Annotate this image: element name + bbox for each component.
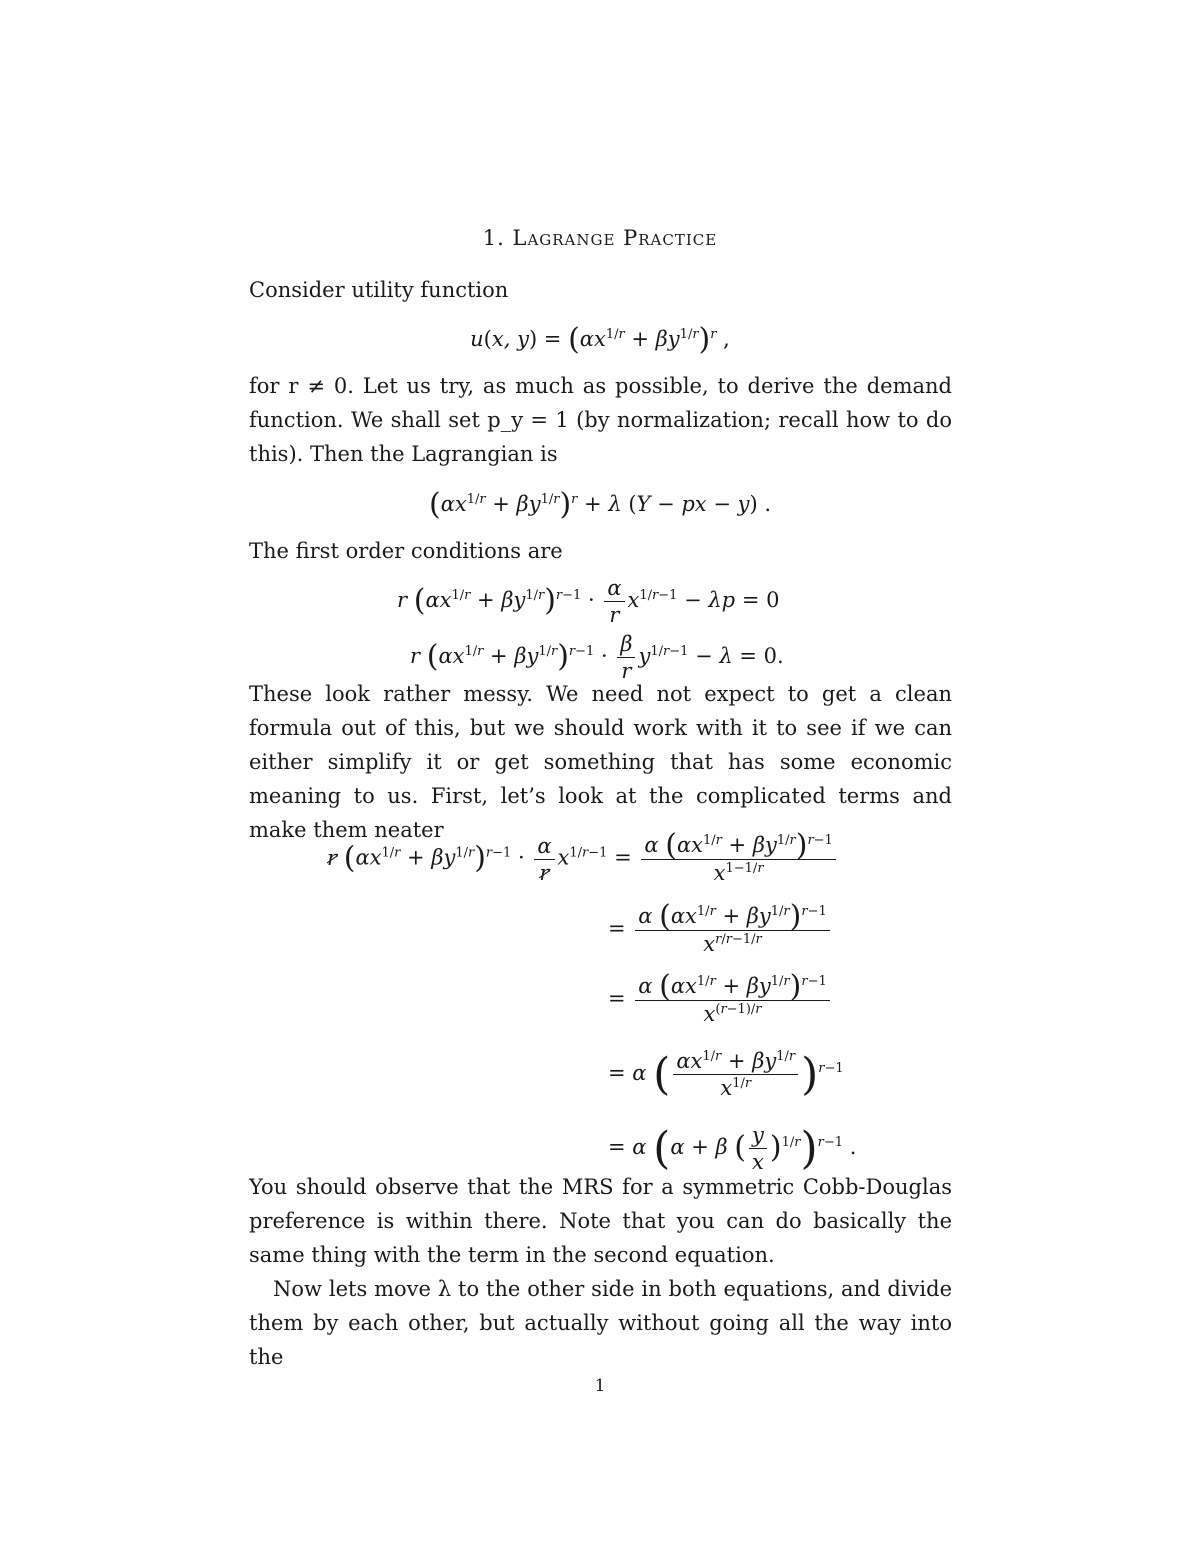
paragraph-intro: Consider utility function (249, 278, 509, 302)
derivation-step-4: = α ( $\frac{\alpha x^{1/r} + \beta y^{1/r}}{x^{1/r}}$ )$^{r-1}$ (608, 1049, 844, 1100)
derivation-step-1: r $(\alpha x^{1/r} + \beta y^{1/r})^{r-1}$ · $\frac{\alpha}{r}$ $x^{1/r-1}$ = $\frac{\alpha (\alpha x^{1/r} + \beta y^{1/r})^{r-1}}{x^{1-1/r}}$ (327, 832, 839, 886)
paragraph-demand: for r ≠ 0. Let us try, as much as possible, to derive the demand function. We shall set p_y = 1 (by normalization; recall how to do this). Then the Lagrangian is (249, 374, 952, 466)
derivation-step-3: = $\frac{\alpha (\alpha x^{1/r} + \beta y^{1/r})^{r-1}}{x^{(r-1)/r}}$ (608, 973, 833, 1027)
paragraph-move-lambda: Now lets move λ to the other side in both equations, and divide them by each other, but actually without going all the way into the (249, 1277, 952, 1369)
equation-foc-2: r $(\alpha x^{1/r} + \beta y^{1/r})^{r-1}$ · $\frac{\beta}{r}$ $y^{1/r-1} - \lambda = 0$. (410, 632, 784, 683)
derivation-step-2: = $\frac{\alpha (\alpha x^{1/r} + \beta y^{1/r})^{r-1}}{x^{r/r-1/r}}$ (608, 903, 833, 957)
paragraph-mrs: You should observe that the MRS for a symmetric Cobb-Douglas preference is within there. Note that you can do basically the same thing with the term in the second equation. (249, 1175, 952, 1267)
section-title: 1. Lagrange Practice (482, 226, 718, 250)
derivation-step-5: = α (α + β ( $\frac{y}{x}$ )$^{1/r}$)$^{r-1}$ . (608, 1123, 857, 1174)
equation-lagrangian: $(\alpha x^{1/r} + \beta y^{1/r})^r + \lambda$ (Y − px − y) . (428, 487, 772, 522)
page-number: 1 (594, 1376, 606, 1396)
paragraph-messy: These look rather messy. We need not expect to get a clean formula out of this, but we should work with it to see if we can either simplify it or get something that has some economic meaning to us. First, let’s look at the complicated terms and make them neater (249, 682, 952, 842)
equation-utility: u(x, $y) = (\alpha x^{1/r} + \beta y^{1/r})^r$ , (470, 322, 730, 357)
equation-foc-1: r $(\alpha x^{1/r} + \beta y^{1/r})^{r-1}$ · $\frac{\alpha}{r}$ $x^{1/r-1} - \lambda p = 0$ (397, 576, 780, 627)
paragraph-foc-intro: The first order conditions are (249, 539, 563, 563)
